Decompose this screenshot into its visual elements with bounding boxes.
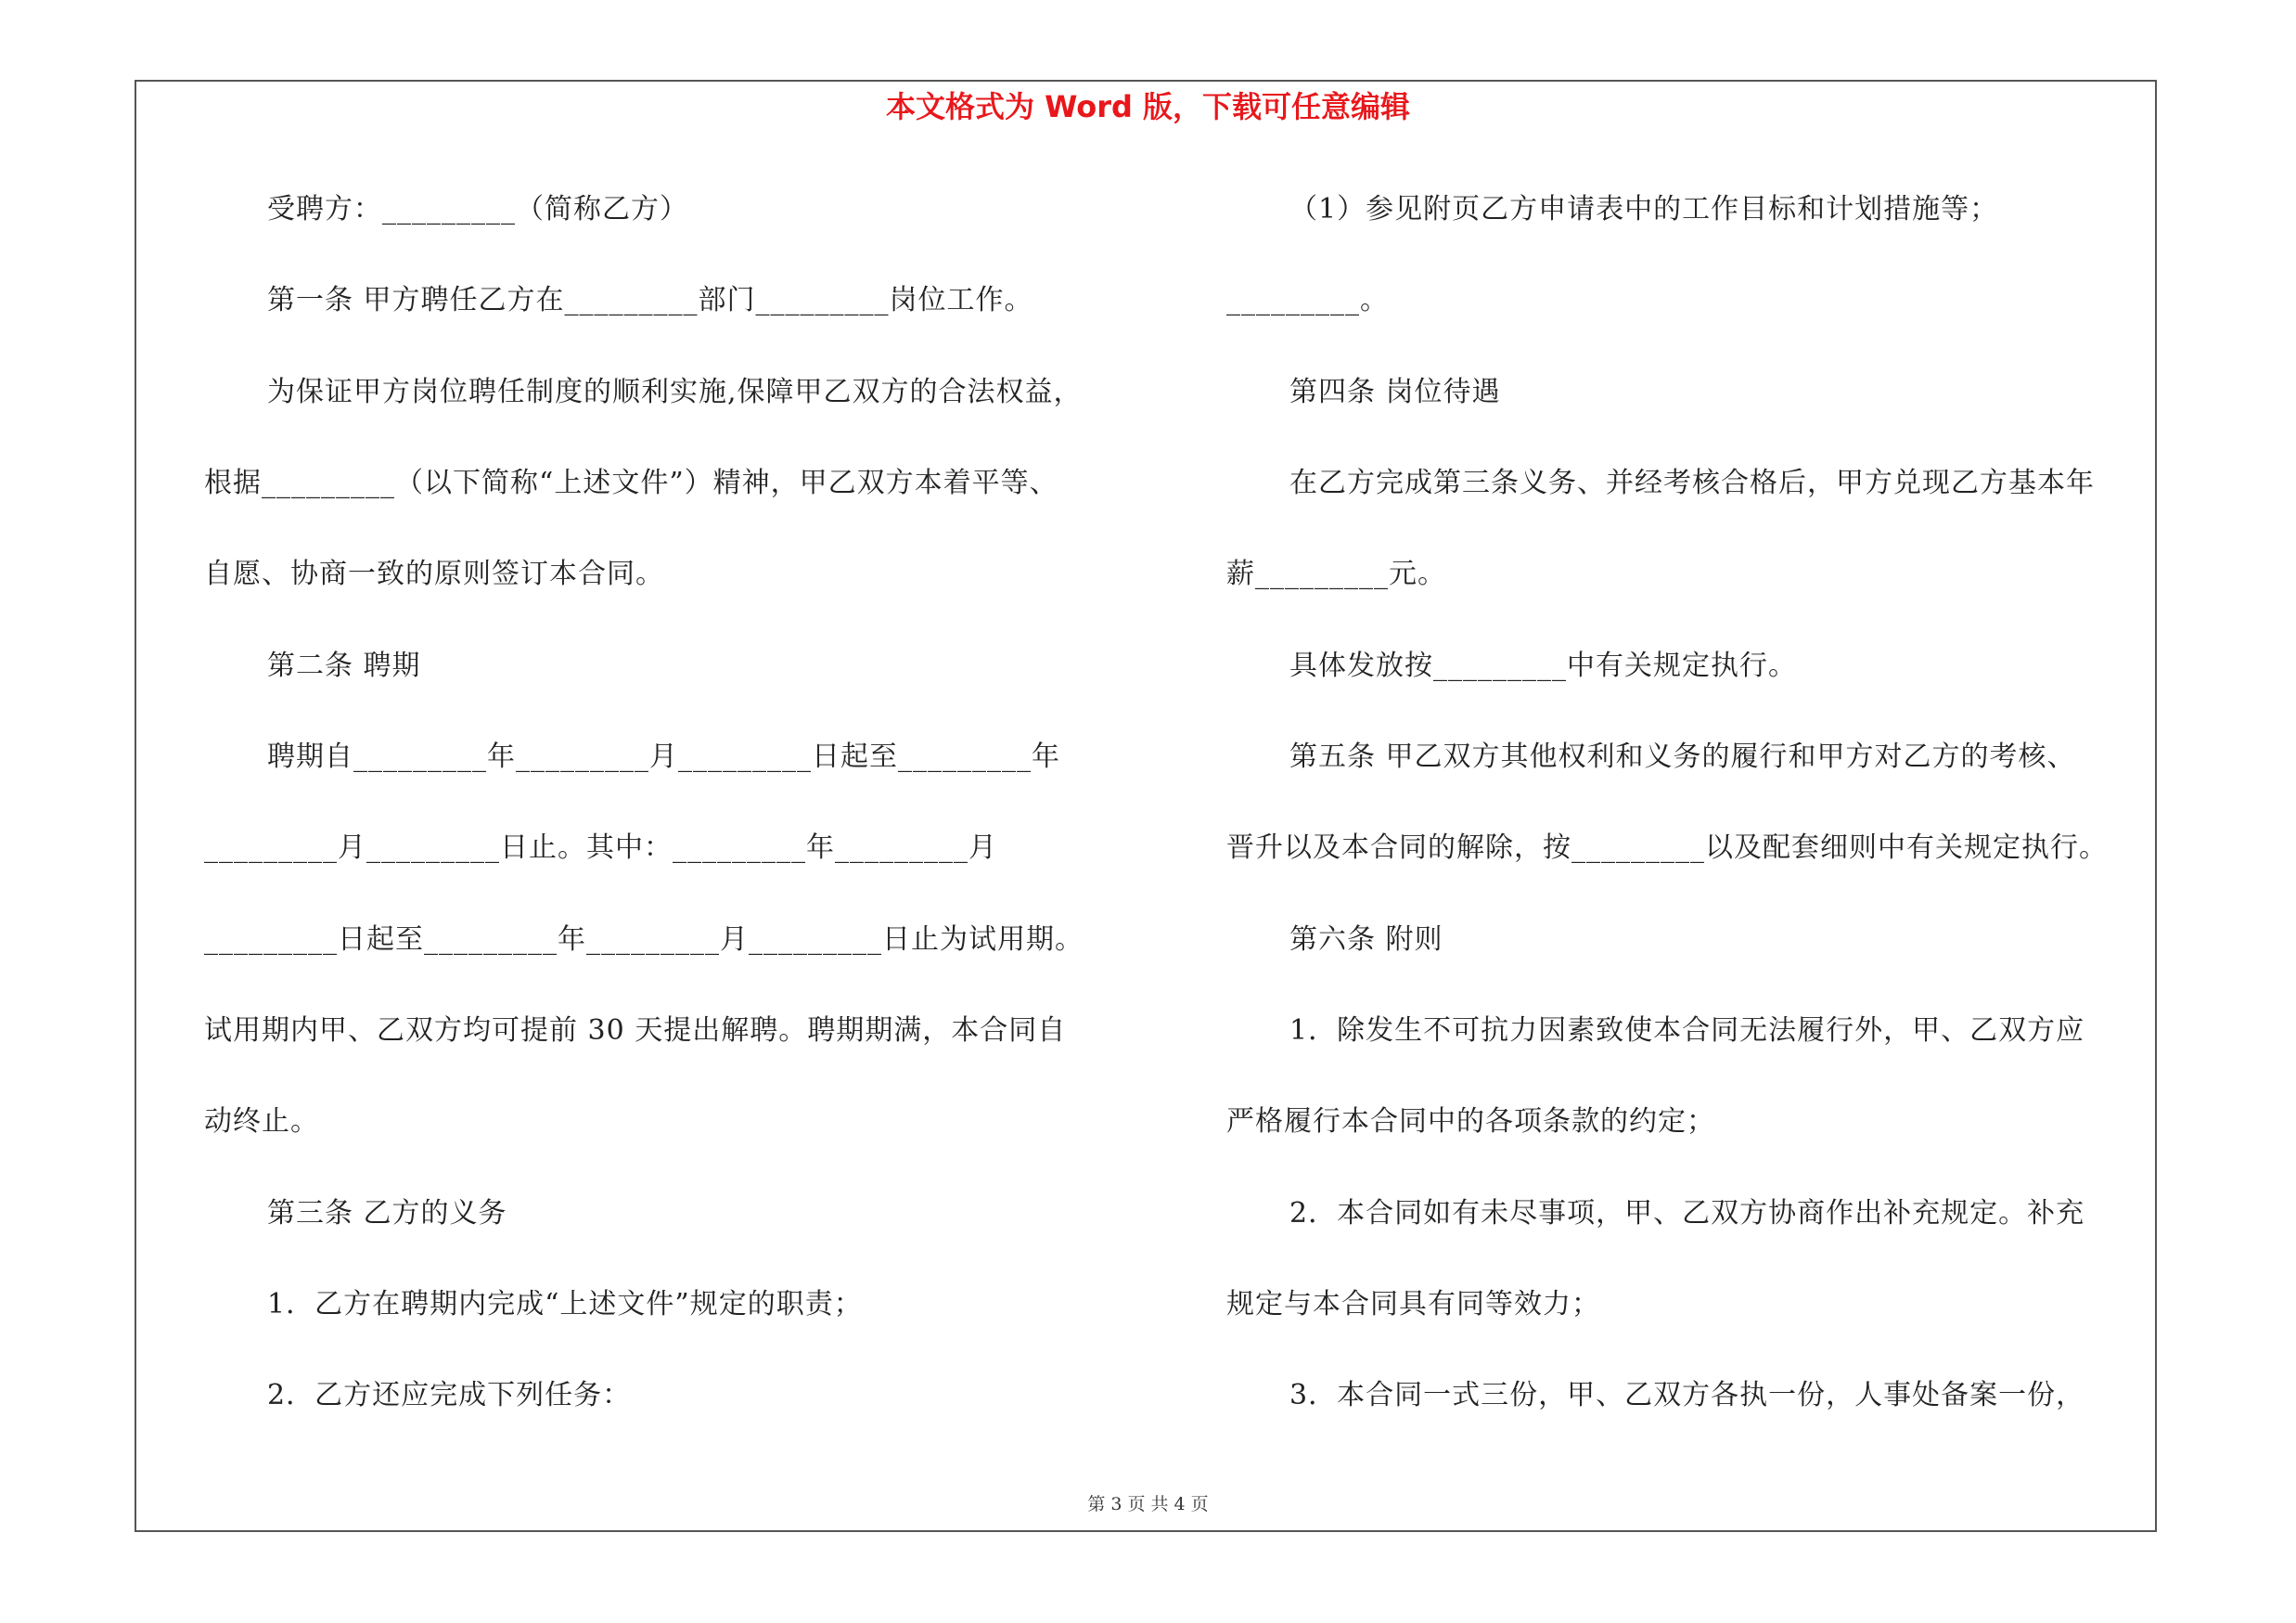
- text-line: 试用期内甲、乙双方均可提前 30 天提出解聘。聘期期满，本合同自: [204, 1014, 1067, 1047]
- text-line: 2．本合同如有未尽事项，甲、乙双方协商作出补充规定。补充: [1289, 1197, 2085, 1230]
- page-number: 第 3 页 共 4 页: [1087, 1494, 1209, 1514]
- text-line: 具体发放按_________中有关规定执行。: [1289, 650, 1797, 682]
- text-line: 动终止。: [204, 1105, 319, 1138]
- text-line: 3．本合同一式三份，甲、乙双方各执一份，人事处备案一份，: [1289, 1379, 2085, 1411]
- text-line: 1．乙方在聘期内完成“上述文件”规定的职责；: [267, 1288, 863, 1320]
- section-heading: 第三条 乙方的义务: [267, 1197, 507, 1230]
- text-line: 晋升以及本合同的解除，按_________以及配套细则中有关规定执行。: [1226, 831, 2108, 864]
- section-heading: 第四条 岗位待遇: [1289, 376, 1501, 408]
- text-line: 为保证甲方岗位聘任制度的顺利实施,保障甲乙双方的合法权益，: [267, 376, 1083, 408]
- text-line: 受聘方：_________（简称乙方）: [267, 193, 688, 225]
- text-line: _________月_________日止。其中：_________年_________月: [204, 831, 997, 864]
- text-line: 聘期自_________年_________月_________日起至_________年: [267, 741, 1060, 773]
- text-line: 规定与本合同具有同等效力；: [1226, 1288, 1600, 1320]
- text-line: 第一条 甲方聘任乙方在_________部门_________岗位工作。: [267, 284, 1033, 316]
- text-line: 自愿、协商一致的原则签订本合同。: [204, 558, 664, 590]
- text-line: （1）参见附页乙方申请表中的工作目标和计划措施等；: [1289, 193, 1999, 225]
- text-line: 2．乙方还应完成下列任务：: [267, 1379, 632, 1411]
- text-line: 薪_________元。: [1226, 558, 1446, 590]
- text-line: 根据_________（以下简称“上述文件”）精神，甲乙双方本着平等、: [204, 467, 1058, 499]
- text-line: _________日起至_________年_________月_________日止为试用期。: [204, 923, 1084, 956]
- text-line: 严格履行本合同中的各项条款的约定；: [1226, 1105, 1715, 1138]
- text-line: 1．除发生不可抗力因素致使本合同无法履行外，甲、乙双方应: [1289, 1014, 2085, 1047]
- section-heading: 第二条 聘期: [267, 650, 421, 682]
- text-line: _________。: [1226, 284, 1389, 316]
- text-line: 在乙方完成第三条义务、并经考核合格后，甲方兑现乙方基本年: [1289, 467, 2095, 499]
- section-heading: 第六条 附则: [1289, 923, 1443, 956]
- section-heading: 第五条 甲乙双方其他权利和义务的履行和甲方对乙方的考核、: [1289, 741, 2076, 773]
- format-banner: 本文格式为 Word 版，下载可任意编辑: [885, 89, 1411, 124]
